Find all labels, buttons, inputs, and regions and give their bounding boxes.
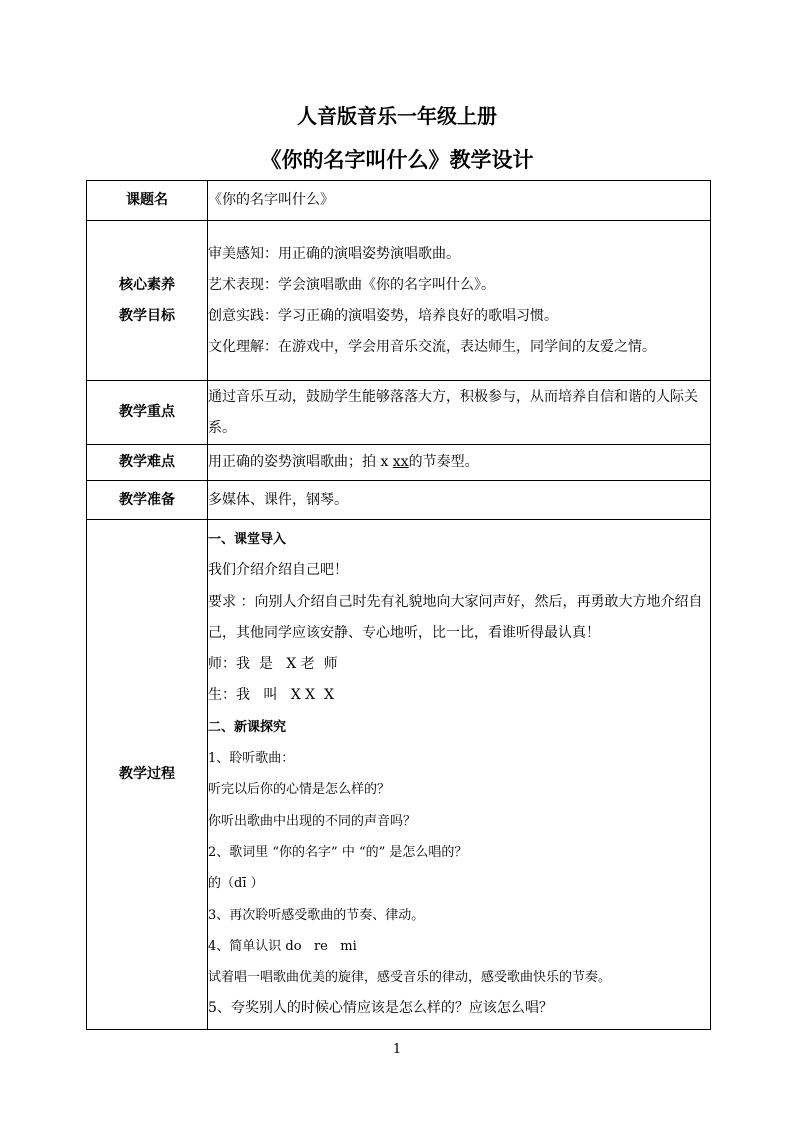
process-line: 的（dī ） xyxy=(208,876,264,892)
preparation-label: 教学准备 xyxy=(87,481,208,520)
page-number: 1 xyxy=(392,1042,402,1057)
process-line: 听完以后你的心情是怎么样的？ xyxy=(208,782,391,798)
difficulties-text: 用正确的姿势演唱歌曲；拍 x xyxy=(208,454,393,470)
preparation-value: 多媒体、课件，钢琴。 xyxy=(208,481,711,520)
process-label: 教学过程 xyxy=(87,520,208,1030)
rhythm-underlined: xx xyxy=(392,454,409,470)
goal-line: 文化理解：在游戏中，学会用音乐交流，表达师生，同学间的友爱之情。 xyxy=(208,338,656,355)
row-preparation xyxy=(87,481,711,520)
process-heading: 二、新课探究 xyxy=(208,719,287,735)
difficulties-label: 教学难点 xyxy=(87,445,208,481)
row-process xyxy=(87,520,711,1030)
key-points-value: 通过音乐互动，鼓励学生能够落落大方，积极参与，从而培养自信和谐的人际关系。 xyxy=(208,381,711,445)
goals-label xyxy=(87,221,208,381)
lesson-plan-table xyxy=(86,180,711,1030)
difficulties-value xyxy=(208,445,711,481)
process-line: 要求 ：向别人介绍自己时先有礼貌地向大家问声好，然后，再勇敢大方地介绍自己，其他同学应该安静、专心地听，比一比，看谁听得最认真！ xyxy=(208,593,703,641)
process-line: 师：我 是 X 老 师 xyxy=(208,656,338,673)
process-line: 2、歌词里 “你的名字” 中 “的” 是怎么唱的？ xyxy=(208,844,468,860)
document-title: 人音版音乐一年级上册 xyxy=(297,104,497,128)
difficulties-text-end: 的节奏型。 xyxy=(408,454,479,470)
row-goals xyxy=(87,221,711,381)
goals-content xyxy=(208,221,711,381)
process-line: 3、再次聆听感受歌曲的节奏、律动。 xyxy=(208,907,425,923)
document-subtitle: 《你的名字叫什么》教学设计 xyxy=(260,148,534,172)
row-topic xyxy=(87,181,711,221)
process-line: 试着唱一唱歌曲优美的旋律，感受音乐的律动，感受歌曲快乐的节奏。 xyxy=(208,970,612,986)
goal-line: 艺术表现：学会演唱歌曲《你的名字叫什么》。 xyxy=(208,276,495,293)
row-difficulties xyxy=(87,445,711,481)
goal-line: 审美感知：用正确的演唱姿势演唱歌曲。 xyxy=(208,245,460,262)
topic-value: 《你的名字叫什么》 xyxy=(208,181,711,221)
process-heading: 一、课堂导入 xyxy=(208,532,287,547)
process-content xyxy=(208,520,711,1030)
goals-label-line1: 核心素养 xyxy=(119,276,175,293)
process-line: 4、简单认识 do re mi xyxy=(208,938,357,954)
row-key-points xyxy=(87,381,711,445)
process-line: 你听出歌曲中出现的不同的声音吗？ xyxy=(208,813,417,829)
process-line: 5、夸奖别人的时候心情应该是怎么样的？应该怎么唱？ xyxy=(208,1000,553,1017)
goal-line: 创意实践：学习正确的演唱姿势，培养良好的歌唱习惯。 xyxy=(208,307,558,324)
topic-label: 课题名 xyxy=(87,181,208,221)
process-line: 生：我 叫 X X X xyxy=(208,687,334,704)
key-points-label: 教学重点 xyxy=(87,381,208,445)
process-line: 我们介绍介绍自己吧！ xyxy=(208,562,348,579)
goals-label-line2: 教学目标 xyxy=(119,307,175,324)
process-line: 1、聆听歌曲： xyxy=(208,751,295,767)
